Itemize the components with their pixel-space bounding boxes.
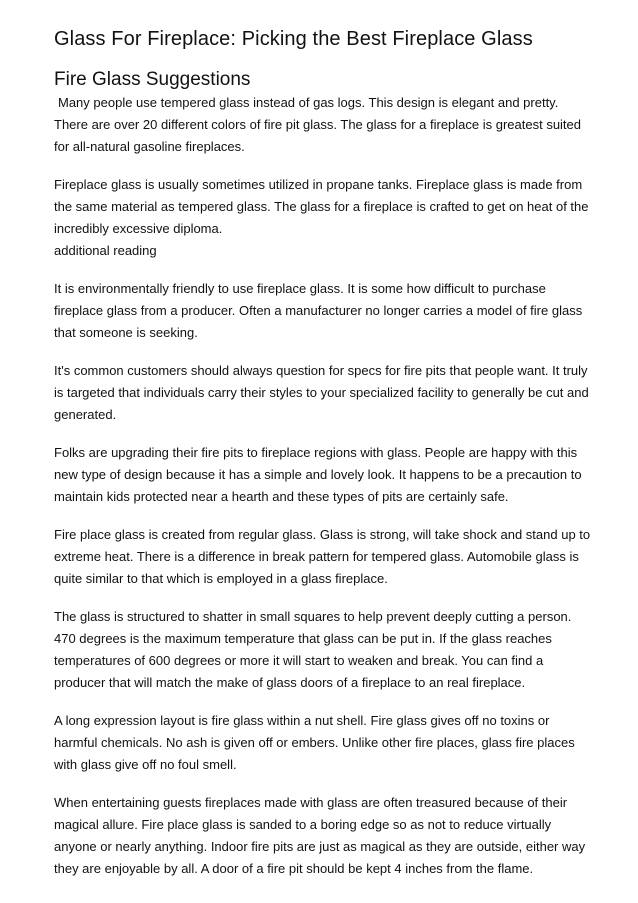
additional-reading-link[interactable]: additional reading <box>54 243 157 258</box>
document-title: Glass For Fireplace: Picking the Best Fireplace Glass <box>54 28 533 50</box>
paragraph-5: Folks are upgrading their fire pits to fireplace regions with glass. People are happy with this new type of design because it has a simple and lovely look. It happens to be a precaution to maintain kids protected near a hearth and these types of pits are certainly safe. <box>54 445 582 504</box>
paragraph-2: Fireplace glass is usually sometimes utilized in propane tanks. Fireplace glass is made from the same material as tempered glass. The glass for a fireplace is crafted to get on heat of the incredibly excessive diploma. <box>54 177 589 236</box>
paragraph-7: The glass is structured to shatter in small squares to help prevent deeply cutting a person. 470 degrees is the maximum temperature that glass can be put in. If the glass reaches temperatures of 600 degrees or more it will start to weaken and break. You can find a producer that will match the make of glass doors of a fireplace to an real fireplace. <box>54 609 572 690</box>
paragraph-4: It's common customers should always question for specs for fire pits that people want. It truly is targeted that individuals carry their styles to your specialized facility to generally be cut and generated. <box>54 363 589 422</box>
paragraph-1: Many people use tempered glass instead of gas logs. This design is elegant and pretty. There are over 20 different colors of fire pit glass. The glass for a fireplace is greatest suited for all-natural gasoline fireplaces. <box>54 95 582 154</box>
paragraph-2-block <box>54 174 594 262</box>
paragraph-9: When entertaining guests fireplaces made with glass are often treasured because of their magical allure. Fire place glass is sanded to a boring edge so as not to reduce virtually anyone or nearly anything. Indoor fire pits are just as magical as they are outside, either way they are enjoyable by all. A door of a fire pit should be kept 4 inches from the flame. <box>54 795 586 876</box>
paragraph-6: Fire place glass is created from regular glass. Glass is strong, will take shock and stand up to extreme heat. There is a difference in break pattern for tempered glass. Automobile glass is quite similar to that which is employed in a glass fireplace. <box>54 527 591 586</box>
paragraph-8: A long expression layout is fire glass within a nut shell. Fire glass gives off no toxins or harmful chemicals. No ash is given off or embers. Unlike other fire places, glass fire places with glass give off no foul smell. <box>54 713 575 772</box>
section-heading: Fire Glass Suggestions <box>54 69 251 90</box>
document-body <box>54 92 594 880</box>
paragraph-3: It is environmentally friendly to use fireplace glass. It is some how difficult to purchase fireplace glass from a producer. Often a manufacturer no longer carries a model of fire glass that someone is seeking. <box>54 281 583 340</box>
document-page <box>54 26 594 896</box>
